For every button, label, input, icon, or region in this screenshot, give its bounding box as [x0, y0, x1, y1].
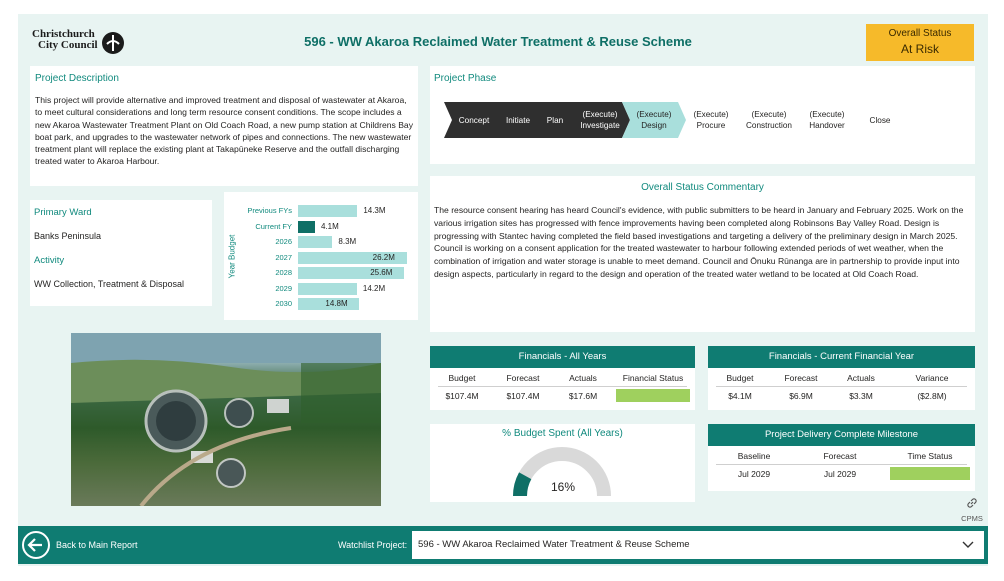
financials-all-years-title: Financials - All Years [430, 346, 695, 368]
milestone-table [708, 446, 975, 490]
phase-stage [622, 102, 686, 138]
phase-stage-line1: (Execute) [636, 110, 672, 119]
phase-stage-line2: Investigate [580, 121, 620, 130]
financials-current-fy-card [708, 346, 975, 410]
phase-stage-line2: Concept [458, 115, 490, 125]
phase-stage-text [636, 109, 671, 131]
budget-bar [298, 205, 357, 217]
phase-stage-line2: Close [869, 115, 891, 125]
table-header-cell: Baseline [737, 451, 771, 461]
overall-status-value: At Risk [900, 42, 939, 56]
project-description-text: This project will provide alternative and improved treatment and disposal of wastewater at Akaroa, to meet cultural considerations and long term resource consent conditions. The scope includes a new Akaroa Wastewater Treatment Plant on Old Coach Road, a new pump station at Childrens Bay boat park, and upgrades to the wastewater network of pipes and connections. The new wastewater treatment plant will replace the existing plant at Takapūneke Reserve and the outfall discharging treated water to Akaroa Harbour. [35, 95, 414, 167]
status-commentary-card [430, 176, 975, 332]
budget-row [224, 235, 414, 249]
phase-stage-line1: (Execute) [582, 110, 618, 119]
council-logo [32, 29, 132, 59]
phase-stage [736, 102, 802, 138]
year-budget-card [224, 192, 418, 320]
table-header-cell: Actuals [847, 373, 875, 383]
table-value-cell: ($2.8M) [917, 391, 947, 401]
back-button[interactable] [22, 531, 50, 559]
table-value-cell: $107.4M [445, 391, 479, 401]
logo-line1: Christchurch [32, 28, 95, 40]
table-header-cell: Financial Status [622, 373, 684, 383]
table-divider [716, 464, 967, 465]
table-value-cell: $4.1M [728, 391, 752, 401]
table-header-cell: Budget [448, 373, 476, 383]
activity-value: WW Collection, Treatment & Disposal [34, 279, 185, 289]
phase-stage-line2: Design [641, 121, 667, 130]
phase-stage-line1: (Execute) [751, 110, 787, 119]
project-phase-card [430, 66, 975, 164]
budget-row [224, 297, 414, 311]
budget-row-label: 2027 [275, 252, 292, 262]
page-title: 596 - WW Akaroa Reclaimed Water Treatment & Reuse Scheme [304, 34, 692, 49]
status-indicator [616, 389, 690, 402]
budget-row-label: Current FY [255, 221, 292, 231]
budget-row-value: 14.2M [362, 283, 386, 293]
phase-stage-text [506, 115, 530, 126]
year-budget-axis-label: Year Budget [227, 234, 237, 279]
site-photo [71, 333, 381, 506]
cpms-link[interactable] [958, 496, 986, 523]
project-phase-title: Project Phase [434, 73, 497, 84]
primary-ward-value: Banks Peninsula [34, 231, 102, 241]
budget-row-value: 26.2M [372, 252, 395, 262]
chevron-down-icon [962, 541, 974, 549]
primary-ward-label: Primary Ward [34, 207, 92, 218]
phase-stage [570, 102, 630, 138]
budget-row-label: 2026 [275, 237, 292, 246]
table-value-cell: $17.6M [568, 391, 598, 401]
watchlist-value: 596 - WW Akaroa Reclaimed Water Treatment & Reuse Scheme [418, 539, 690, 550]
ward-activity-card [30, 200, 212, 306]
phase-stage-text [870, 115, 891, 126]
phase-stage-text [459, 115, 490, 126]
budget-row [224, 266, 414, 280]
phase-stage-line2: Procure [696, 121, 726, 130]
overall-status-badge [866, 24, 974, 61]
phase-stage-line1: (Execute) [693, 110, 729, 119]
budget-row-value: 14.3M [363, 206, 386, 215]
budget-row-label: 2030 [275, 299, 292, 308]
phase-stage [678, 102, 744, 138]
activity-label: Activity [34, 255, 65, 266]
project-description-title: Project Description [35, 73, 119, 84]
budget-row [224, 204, 414, 218]
table-header-cell: Variance [915, 373, 949, 383]
financials-all-years-card [430, 346, 695, 410]
phase-stage-text [580, 109, 620, 131]
gauge-fill [520, 476, 525, 496]
table-value-cell: $6.9M [789, 391, 813, 401]
phase-stage [444, 102, 504, 138]
cpms-label: CPMS [961, 514, 983, 523]
phase-stage-text [809, 109, 845, 131]
budget-spent-title: % Budget Spent (All Years) [502, 428, 623, 439]
budget-row [224, 251, 414, 265]
report-page [18, 14, 988, 566]
status-indicator [890, 467, 970, 480]
table-value-cell: $107.4M [506, 391, 540, 401]
budget-bar [298, 221, 315, 233]
year-budget-chart [224, 204, 418, 314]
footer-bar [18, 526, 988, 564]
phase-stage-text [547, 115, 563, 126]
logo-line2: City Council [38, 39, 98, 51]
phase-stage [794, 102, 860, 138]
table-header-cell: Budget [726, 373, 754, 383]
budget-spent-card [430, 424, 695, 502]
phase-stage-line1: (Execute) [809, 110, 845, 119]
phase-stage-line2: Initiate [505, 115, 531, 125]
budget-row-value: 8.3M [338, 237, 357, 246]
project-description-card [30, 66, 418, 186]
table-header-cell: Forecast [784, 373, 818, 383]
phase-track [444, 102, 974, 138]
table-header-cell: Forecast [823, 451, 857, 461]
budget-row-value: 25.6M [370, 268, 393, 277]
status-commentary-text: The resource consent hearing has heard Council's evidence, with public submitters to be heard in January and February 2025. Work on the various irrigation sites has progressed with fence improvements having been completed along Robinsons Bay Valley Road. Design is progressing with Stantec having completed the field based investigations and targeting a delivery of the preliminary design in March 2025. Council is working on a consent application for the treated wastewater to harbour following extended periods of wet weather, when the combination of irrigation and water storage is unable to meet demand. Council and Ōnuku Rūnanga are in partnership to provide input into design aspects, particularly in regard to the design and operation of the treated water wetland to be located at Old Coach Road. [434, 205, 964, 279]
table-value-cell: Jul 2029 [823, 469, 857, 479]
overall-status-label: Overall Status [888, 28, 952, 39]
phase-stage-text [746, 109, 792, 131]
phase-stage-line2: Construction [746, 121, 792, 130]
table-divider [438, 386, 687, 387]
financials-current-fy-title: Financials - Current Financial Year [708, 346, 975, 368]
phase-stage [852, 102, 908, 138]
milestone-card [708, 424, 975, 491]
budget-row-label: Previous FYs [247, 206, 292, 215]
table-value-cell: Jul 2029 [737, 469, 771, 479]
phase-stage-text [693, 109, 728, 131]
budget-bar [298, 236, 332, 248]
back-label[interactable]: Back to Main Report [56, 540, 138, 550]
budget-row-value: 14.8M [325, 299, 348, 308]
budget-row [224, 220, 414, 234]
table-divider [716, 386, 967, 387]
status-commentary-title: Overall Status Commentary [641, 182, 764, 193]
phase-stage-line2: Handover [809, 121, 845, 130]
table-header-cell: Actuals [569, 373, 597, 383]
financials-all-years-table [430, 368, 695, 410]
milestone-title: Project Delivery Complete Milestone [708, 424, 975, 446]
table-value-cell: $3.3M [849, 391, 873, 401]
budget-bar [298, 283, 357, 295]
arrow-left-icon [24, 533, 48, 557]
table-header-cell: Time Status [907, 451, 953, 461]
watchlist-select[interactable] [412, 531, 984, 559]
budget-row-label: 2028 [275, 268, 292, 277]
financials-current-fy-table [708, 368, 975, 410]
budget-row [224, 282, 414, 296]
phase-stage-line2: Plan [546, 115, 564, 125]
budget-row-value: 4.1M [321, 221, 339, 231]
watchlist-label: Watchlist Project: [338, 540, 408, 550]
budget-row-label: 2029 [275, 283, 292, 293]
budget-spent-value: 16% [550, 480, 576, 494]
table-header-cell: Forecast [506, 373, 540, 383]
link-icon [966, 497, 978, 509]
logo-mark-icon [102, 32, 124, 54]
